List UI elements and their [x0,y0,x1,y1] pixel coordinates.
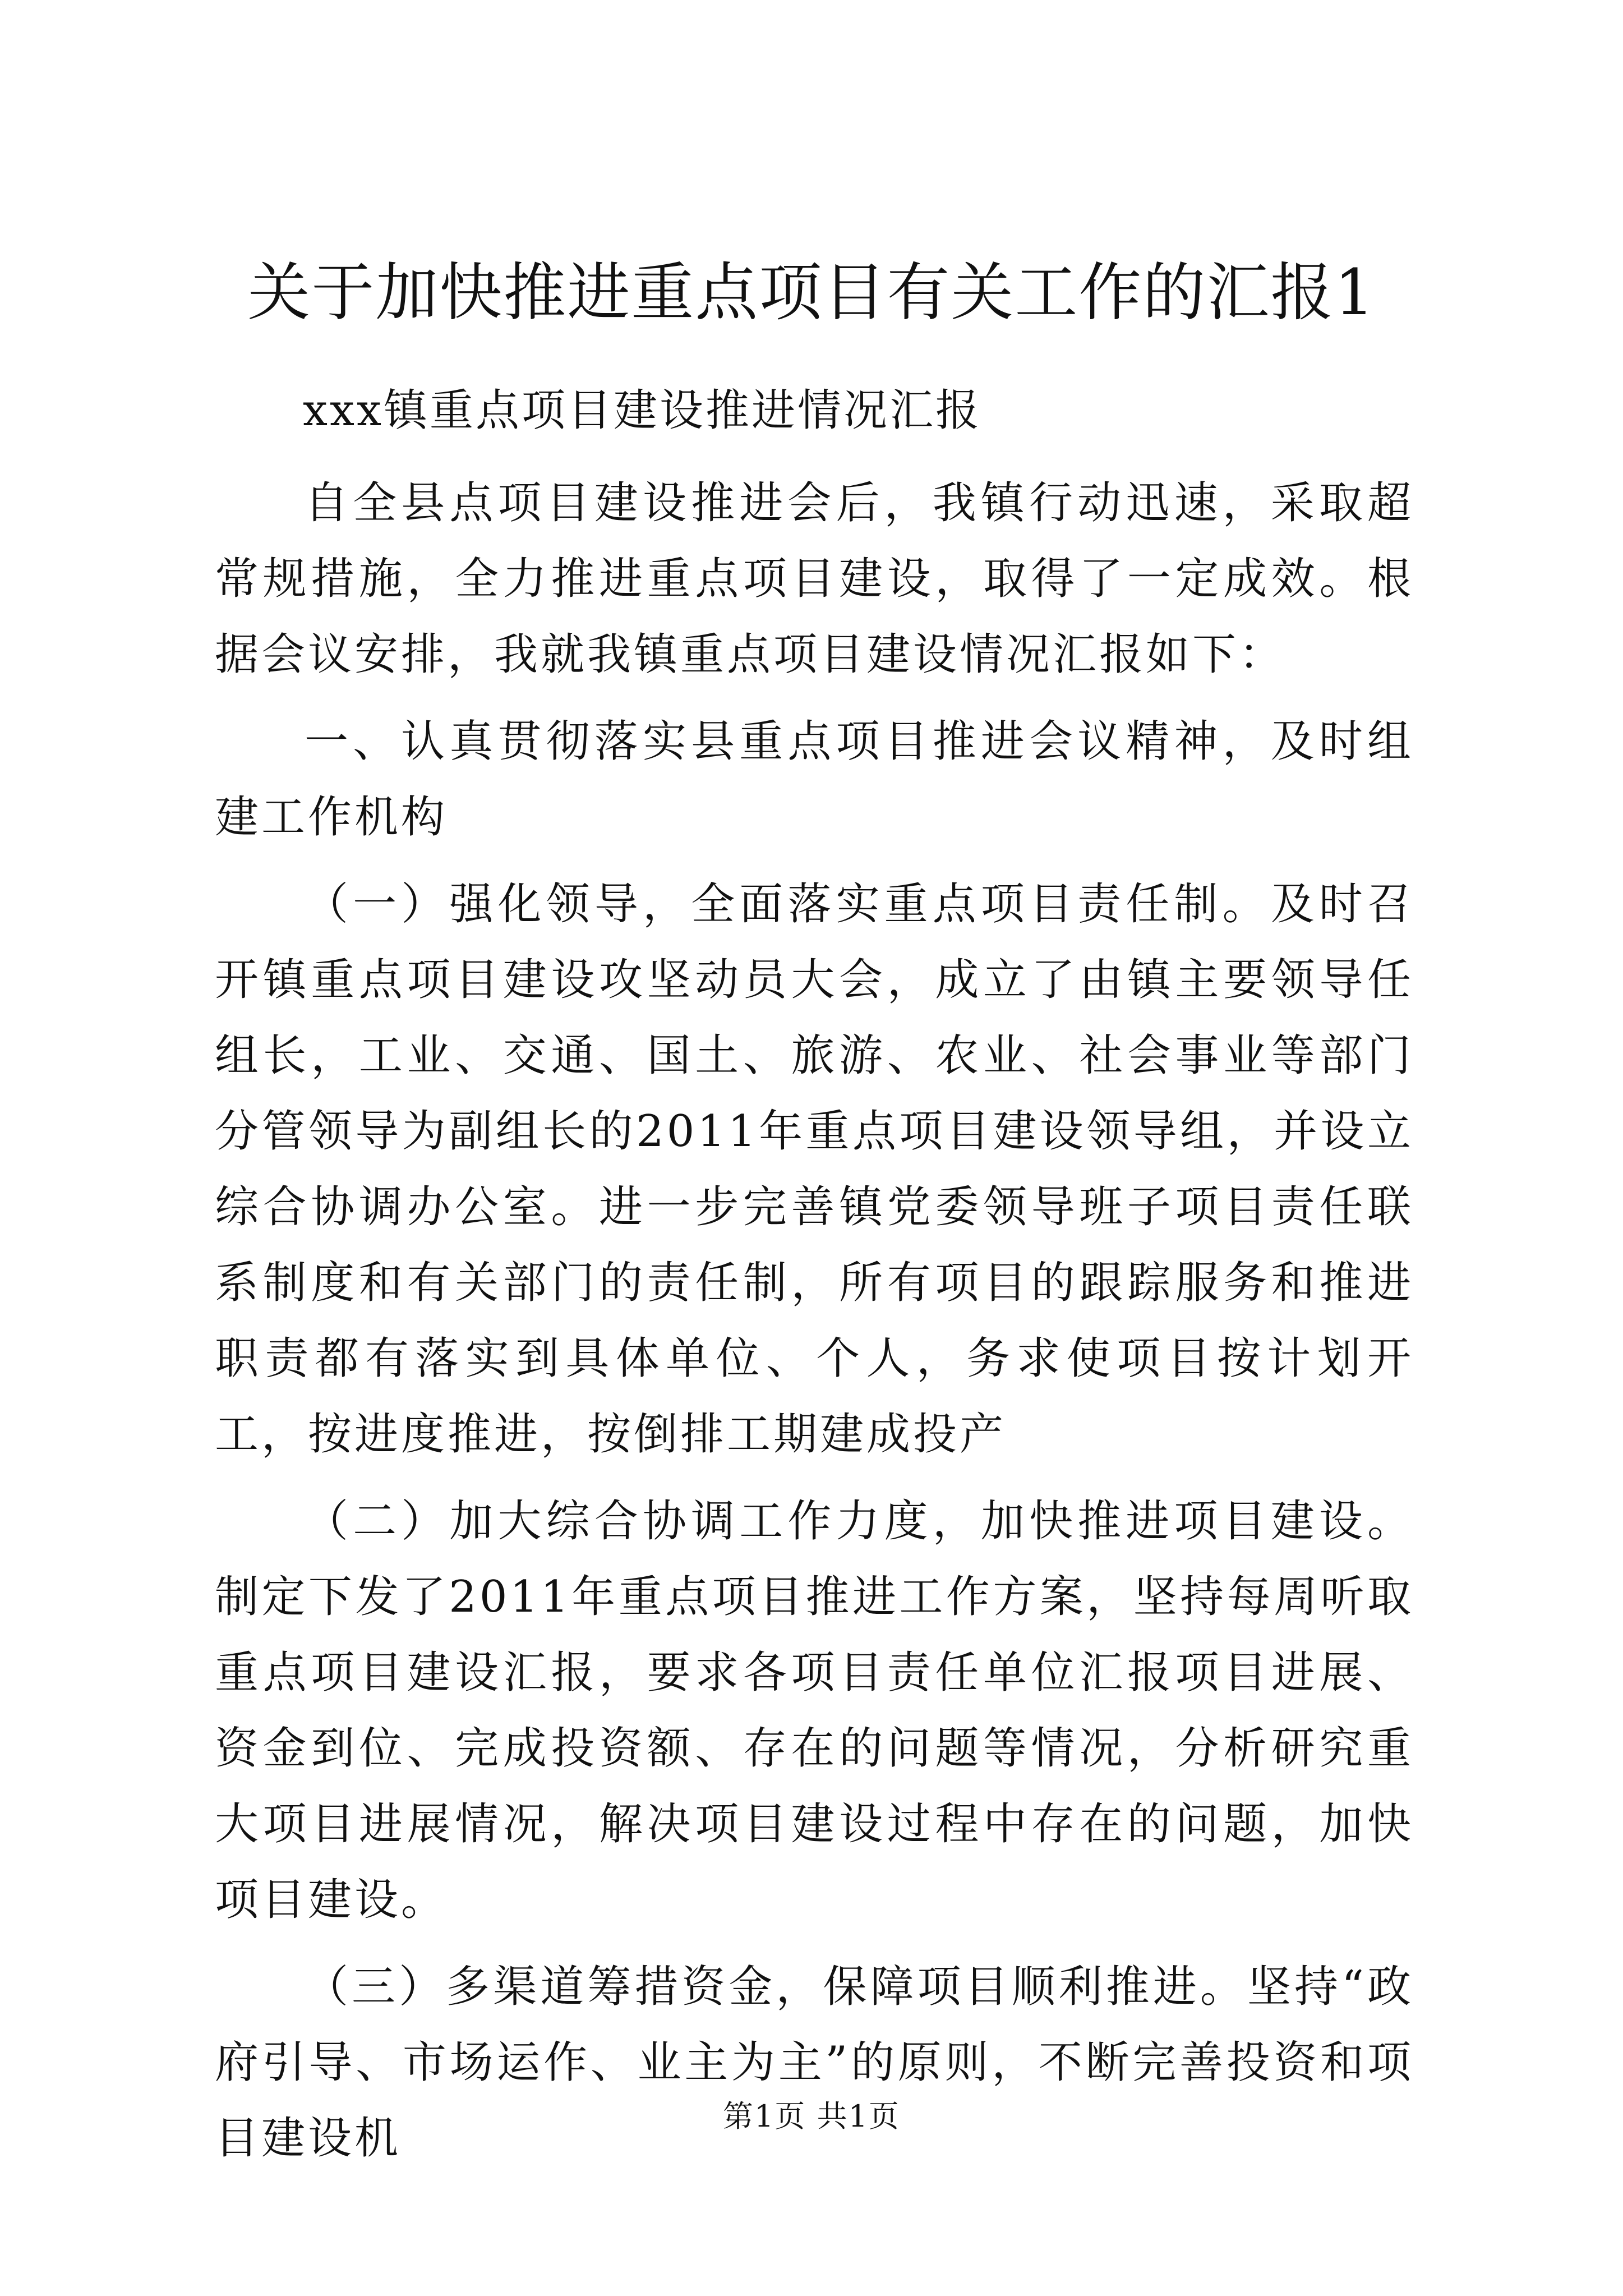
paragraph-intro: 自全县点项目建设推进会后，我镇行动迅速，采取超常规措施，全力推进重点项目建设，取得了一定成效。根据会议安排，我就我镇重点项目建设情况汇报如下： [215,478,1414,680]
paragraph-item-2: （二）加大综合协调工作力度，加快推进项目建设。制定下发了2011年重点项目推进工作方案，坚持每周听取重点项目建设汇报，要求各项目责任单位汇报项目进展、资金到位、完成投资额、存在的问题等情况，分析研究重大项目进展情况，解决项目建设过程中存在的问题，加快项目建设。 [215,1496,1414,1925]
section-heading-1: 一、认真贯彻落实县重点项目推进会议精神，及时组建工作机构 [215,716,1414,843]
document-subtitle: xxx镇重点项目建设推进情况汇报 [303,385,981,436]
paragraph-item-3: （三）多渠道筹措资金，保障项目顺利推进。坚持“政府引导、市场运作、业主为主”的原则，不断完善投资和项目建设机 [215,1962,1414,2164]
page-footer: 第1页 共1页 [723,2099,900,2134]
paragraph-item-1: （一）强化领导，全面落实重点项目责任制。及时召开镇重点项目建设攻坚动员大会，成立了由镇主要领导任组长，工业、交通、国土、旅游、农业、社会事业等部门分管领导为副组长的2011年重点项目建设领导组，并设立综合协调办公室。进一步完善镇党委领导班子项目责任联系制度和有关部门的责任制，所有项目的跟踪服务和推进职责都有落实到具体单位、个人，务求使项目按计划开工，按进度推进，按倒排工期建成投产 [215,879,1414,1460]
document-body [215,466,1414,2177]
document-title: 关于加快推进重点项目有关工作的汇报1 [247,256,1376,329]
